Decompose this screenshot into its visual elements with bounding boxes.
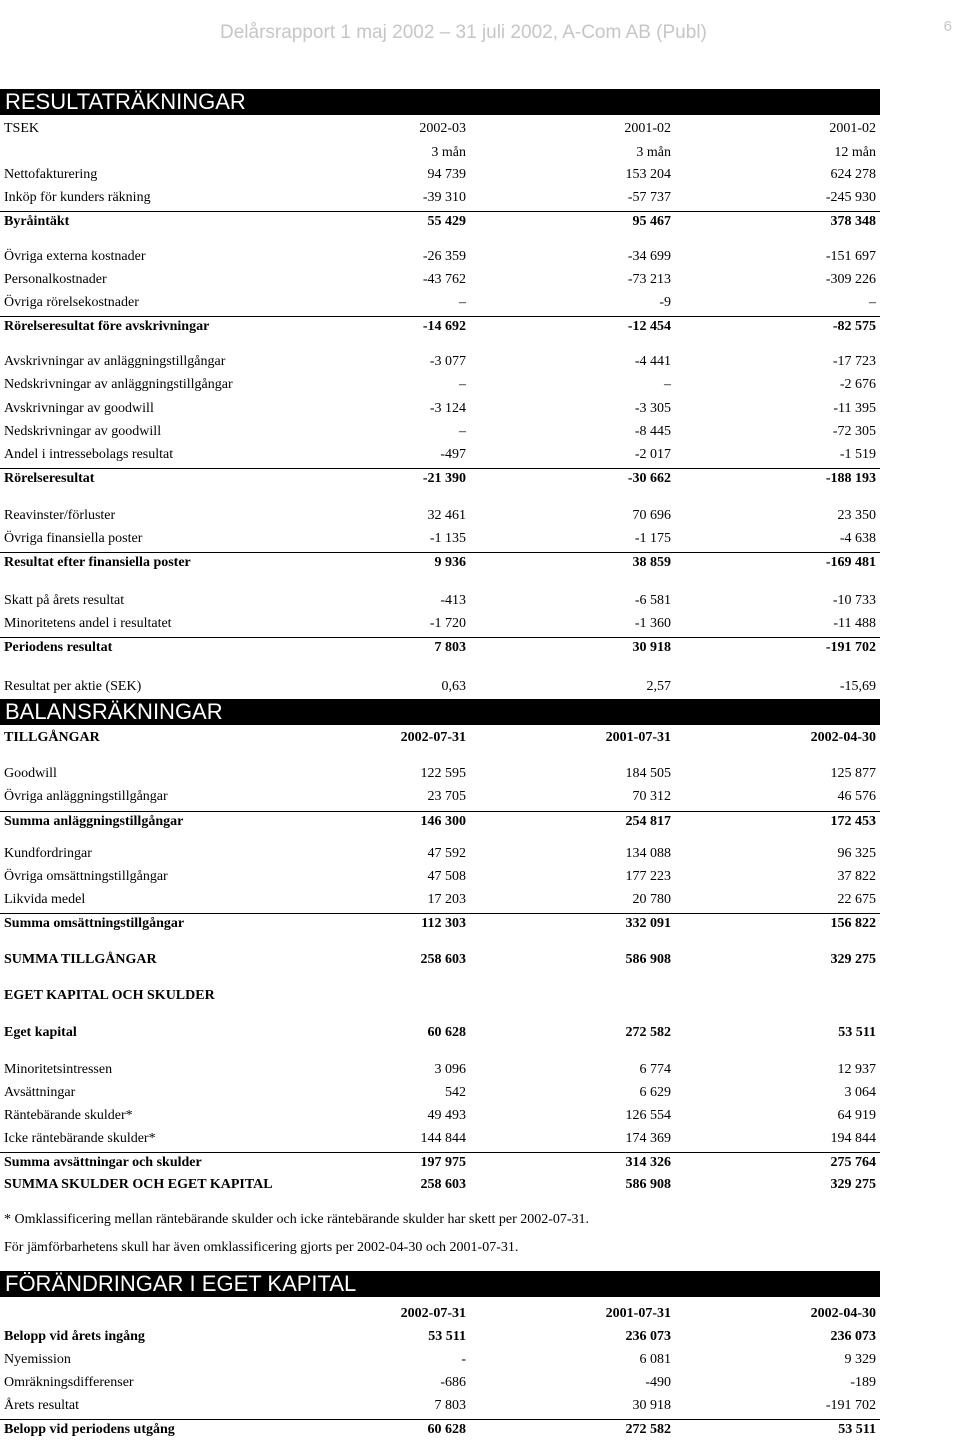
value-col-3: -188 193 (825, 471, 876, 486)
value-col-3: -17 723 (832, 354, 876, 369)
income-row (0, 445, 880, 465)
row-label: Årets resultat (4, 1398, 80, 1413)
row-label: Rörelseresultat (4, 471, 95, 486)
value-col-1: 23 705 (427, 789, 466, 804)
balance-row (0, 950, 880, 970)
row-label: Inköp för kunders räkning (4, 190, 151, 205)
income-row (0, 165, 880, 185)
income-row (0, 506, 880, 526)
row-label: Summa avsättningar och skulder (4, 1155, 202, 1170)
balance-row (0, 844, 880, 864)
value-col-2: 6 081 (639, 1352, 671, 1367)
value-col-1: -39 310 (422, 190, 466, 205)
income-row (0, 352, 880, 372)
value-col-1: -413 (440, 593, 466, 608)
income-row (0, 591, 880, 611)
value-col-1: – (459, 424, 466, 439)
balance-row (0, 1106, 880, 1126)
value-col-2: 184 505 (625, 766, 671, 781)
value-col-1: 144 844 (420, 1131, 466, 1146)
value-col-2: -34 699 (627, 249, 671, 264)
value-col-2: 586 908 (625, 952, 671, 967)
value-col-2: 6 774 (639, 1062, 671, 1077)
comparability-note: För jämförbarhetens skull har även omklassificering gjorts per 2002-04-30 och 2001-07-31. (4, 1240, 519, 1255)
income-row (0, 270, 880, 290)
balance-row (0, 1060, 880, 1080)
value-col-3: -309 226 (825, 272, 876, 287)
equity-changes-title: FÖRÄNDRINGAR I EGET KAPITAL (0, 1271, 880, 1297)
value-col-1: 542 (445, 1085, 466, 1100)
value-col-2: -2 017 (634, 447, 671, 462)
income-row (0, 211, 880, 232)
row-label: Omräkningsdifferenser (4, 1375, 134, 1390)
value-col-1: - (461, 1352, 466, 1367)
value-col-3: 624 278 (830, 167, 876, 182)
value-col-2: 95 467 (632, 214, 671, 229)
value-col-2: 6 629 (639, 1085, 671, 1100)
value-col-2: 2001-07-31 (605, 1306, 671, 1321)
value-col-1: 0,63 (441, 679, 466, 694)
income-row (0, 637, 880, 658)
row-label: Räntebärande skulder* (4, 1108, 133, 1123)
balance-row (0, 787, 880, 807)
value-col-2: 272 582 (625, 1025, 671, 1040)
value-col-2: 134 088 (625, 846, 671, 861)
value-col-3: -15,69 (839, 679, 876, 694)
value-col-3: 378 348 (830, 214, 876, 229)
balance-row (0, 1023, 880, 1043)
value-col-1: 146 300 (420, 814, 466, 829)
value-col-2: -6 581 (634, 593, 671, 608)
value-col-3: -151 697 (825, 249, 876, 264)
value-col-3: 22 675 (837, 892, 876, 907)
income-row (0, 375, 880, 395)
equity-row (0, 1373, 880, 1393)
value-col-3: 275 764 (830, 1155, 876, 1170)
value-col-3: 329 275 (830, 1177, 876, 1192)
income-row (0, 552, 880, 573)
value-col-3: -191 702 (825, 1398, 876, 1413)
row-label: Övriga finansiella poster (4, 531, 143, 546)
value-col-2: -8 445 (634, 424, 671, 439)
value-col-3: 12 937 (837, 1062, 876, 1077)
page-header (0, 18, 960, 48)
value-col-1: 17 203 (427, 892, 466, 907)
value-col-1: 7 803 (434, 1398, 466, 1413)
row-label: Andel i intressebolags resultat (4, 447, 174, 462)
value-col-3: -191 702 (825, 640, 876, 655)
equity-row (0, 1396, 880, 1416)
value-col-2: 586 908 (625, 1177, 671, 1192)
value-col-1: -1 135 (429, 531, 466, 546)
value-col-2: -73 213 (627, 272, 671, 287)
income-row (0, 316, 880, 337)
row-label: Periodens resultat (4, 640, 113, 655)
value-col-3: 53 511 (838, 1025, 876, 1040)
income-row (0, 614, 880, 634)
balance-row (0, 986, 880, 1006)
value-col-3: 172 453 (830, 814, 876, 829)
value-col-2: -9 (659, 295, 671, 310)
row-label: Reavinster/förluster (4, 508, 116, 523)
value-col-1: -1 720 (429, 616, 466, 631)
value-col-3: 2002-04-30 (810, 1306, 876, 1321)
value-col-3: -82 575 (832, 319, 876, 334)
value-col-1: 2002-03 (419, 121, 466, 136)
value-col-1: -686 (440, 1375, 466, 1390)
value-col-2: 332 091 (625, 916, 671, 931)
value-col-3: 23 350 (837, 508, 876, 523)
row-label: Övriga omsättningstillgångar (4, 869, 168, 884)
row-label: TILLGÅNGAR (4, 730, 100, 745)
value-col-1: 2002-07-31 (400, 730, 466, 745)
row-label: Kundfordringar (4, 846, 92, 861)
value-col-1: -26 359 (422, 249, 466, 264)
row-label: EGET KAPITAL OCH SKULDER (4, 988, 215, 1003)
value-col-3: -4 638 (839, 531, 876, 546)
row-label: Nedskrivningar av goodwill (4, 424, 162, 439)
row-label: Övriga anläggningstillgångar (4, 789, 168, 804)
row-label: Nettofakturering (4, 167, 98, 182)
balance-row (0, 728, 880, 748)
row-label: Summa anläggningstillgångar (4, 814, 184, 829)
balance-row (0, 867, 880, 887)
row-label: Nedskrivningar av anläggningstillgångar (4, 377, 233, 392)
value-col-2: 174 369 (625, 1131, 671, 1146)
value-col-3: – (869, 295, 876, 310)
value-col-2: 30 918 (632, 1398, 671, 1413)
balance-row (0, 1083, 880, 1103)
row-label: Skatt på årets resultat (4, 593, 125, 608)
income-row (0, 399, 880, 419)
value-col-2: 2,57 (646, 679, 671, 694)
value-col-3: 64 919 (837, 1108, 876, 1123)
value-col-1: 60 628 (427, 1025, 466, 1040)
balance-row (0, 764, 880, 784)
value-col-1: -14 692 (422, 319, 466, 334)
value-col-1: 112 303 (421, 916, 466, 931)
value-col-2: -1 175 (634, 531, 671, 546)
value-col-1: -3 124 (429, 401, 466, 416)
value-col-3: 2001-02 (829, 121, 876, 136)
row-label: Belopp vid årets ingång (4, 1329, 145, 1344)
income-statement-title: RESULTATRÄKNINGAR (0, 89, 880, 115)
value-col-3: -2 676 (839, 377, 876, 392)
value-col-1: 258 603 (420, 1177, 466, 1192)
value-col-2: -12 454 (627, 319, 671, 334)
row-label: Övriga rörelsekostnader (4, 295, 139, 310)
value-col-2: 20 780 (632, 892, 671, 907)
value-col-1: 197 975 (420, 1155, 466, 1170)
equity-row (0, 1350, 880, 1370)
row-label: Eget kapital (4, 1025, 77, 1040)
value-col-2: 70 312 (632, 789, 671, 804)
row-label: TSEK (4, 121, 39, 136)
value-col-2: -490 (645, 1375, 671, 1390)
balance-sheet-title: BALANSRÄKNINGAR (0, 699, 880, 725)
value-col-1: 3 mån (431, 145, 466, 160)
value-col-1: -497 (440, 447, 466, 462)
value-col-2: 2001-07-31 (605, 730, 671, 745)
balance-row (0, 1152, 880, 1173)
value-col-3: 125 877 (830, 766, 876, 781)
income-row (0, 247, 880, 267)
value-col-2: 3 mån (636, 145, 671, 160)
balance-row (0, 1175, 880, 1195)
income-row (0, 529, 880, 549)
value-col-2: 70 696 (632, 508, 671, 523)
value-col-1: 94 739 (427, 167, 466, 182)
row-label: Icke räntebärande skulder* (4, 1131, 156, 1146)
value-col-3: -1 519 (839, 447, 876, 462)
income-row (0, 188, 880, 208)
report-header-title: Delårsrapport 1 maj 2002 – 31 juli 2002, A-Com AB (Publ) (220, 22, 707, 43)
page-number: 6 (943, 18, 952, 35)
value-col-2: 30 918 (632, 640, 671, 655)
value-col-1: 2002-07-31 (400, 1306, 466, 1321)
value-col-1: 49 493 (427, 1108, 466, 1123)
balance-row (0, 913, 880, 934)
value-col-3: 3 064 (844, 1085, 876, 1100)
row-label: Resultat efter finansiella poster (4, 555, 191, 570)
row-label: Nyemission (4, 1352, 71, 1367)
row-label: SUMMA SKULDER OCH EGET KAPITAL (4, 1177, 273, 1192)
value-col-1: -43 762 (422, 272, 466, 287)
income-row (0, 677, 880, 697)
balance-row (0, 1129, 880, 1149)
balance-row (0, 811, 880, 832)
value-col-1: 9 936 (434, 555, 466, 570)
value-col-2: -30 662 (627, 471, 671, 486)
value-col-3: 194 844 (830, 1131, 876, 1146)
value-col-1: 55 429 (427, 214, 466, 229)
value-col-2: -57 737 (627, 190, 671, 205)
value-col-1: -3 077 (429, 354, 466, 369)
value-col-2: -4 441 (634, 354, 671, 369)
value-col-3: 12 mån (834, 145, 876, 160)
value-col-1: – (459, 295, 466, 310)
value-col-2: 272 582 (625, 1422, 671, 1437)
value-col-3: -72 305 (832, 424, 876, 439)
row-label: Minoritetens andel i resultatet (4, 616, 172, 631)
value-col-3: 236 073 (830, 1329, 876, 1344)
value-col-1: 122 595 (420, 766, 466, 781)
value-col-3: -189 (850, 1375, 876, 1390)
value-col-3: 9 329 (844, 1352, 876, 1367)
value-col-2: -1 360 (634, 616, 671, 631)
value-col-1: 60 628 (427, 1422, 466, 1437)
value-col-3: 53 511 (838, 1422, 876, 1437)
value-col-2: 38 859 (632, 555, 671, 570)
value-col-3: 46 576 (837, 789, 876, 804)
value-col-1: – (459, 377, 466, 392)
income-row (0, 468, 880, 489)
value-col-1: 47 592 (427, 846, 466, 861)
value-col-2: 236 073 (625, 1329, 671, 1344)
value-col-3: -11 395 (833, 401, 876, 416)
value-col-3: 96 325 (837, 846, 876, 861)
row-label: Summa omsättningstillgångar (4, 916, 185, 931)
value-col-3: 329 275 (830, 952, 876, 967)
value-col-2: 126 554 (625, 1108, 671, 1123)
row-label: Avskrivningar av anläggningstillgångar (4, 354, 226, 369)
value-col-3: -11 488 (833, 616, 876, 631)
value-col-1: 47 508 (427, 869, 466, 884)
value-col-2: 254 817 (625, 814, 671, 829)
value-col-3: -10 733 (832, 593, 876, 608)
row-label: Byråintäkt (4, 214, 70, 229)
value-col-2: 2001-02 (624, 121, 671, 136)
reclassification-note: * Omklassificering mellan räntebärande skulder och icke räntebärande skulder har skett per 2002-07-31. (4, 1212, 590, 1227)
row-label: Resultat per aktie (SEK) (4, 679, 142, 694)
balance-row (0, 890, 880, 910)
value-col-1: 7 803 (434, 640, 466, 655)
value-col-1: 53 511 (428, 1329, 466, 1344)
value-col-1: 3 096 (434, 1062, 466, 1077)
income-row (0, 422, 880, 442)
value-col-3: -169 481 (825, 555, 876, 570)
value-col-2: -3 305 (634, 401, 671, 416)
row-label: Avskrivningar av goodwill (4, 401, 154, 416)
value-col-2: – (664, 377, 671, 392)
row-label: Goodwill (4, 766, 57, 781)
value-col-3: -245 930 (825, 190, 876, 205)
value-col-3: 156 822 (830, 916, 876, 931)
equity-row (0, 1327, 880, 1347)
value-col-1: -21 390 (422, 471, 466, 486)
value-col-1: 32 461 (427, 508, 466, 523)
row-label: Minoritetsintressen (4, 1062, 113, 1077)
row-label: Likvida medel (4, 892, 86, 907)
value-col-3: 2002-04-30 (810, 730, 876, 745)
row-label: Övriga externa kostnader (4, 249, 146, 264)
value-col-2: 153 204 (625, 167, 671, 182)
income-row (0, 143, 880, 163)
value-col-2: 177 223 (625, 869, 671, 884)
row-label: Avsättningar (4, 1085, 76, 1100)
equity-row (0, 1419, 880, 1440)
value-col-2: 314 326 (625, 1155, 671, 1170)
equity-row (0, 1304, 880, 1324)
income-row (0, 119, 880, 139)
income-row (0, 293, 880, 313)
value-col-3: 37 822 (837, 869, 876, 884)
row-label: SUMMA TILLGÅNGAR (4, 952, 157, 967)
value-col-1: 258 603 (420, 952, 466, 967)
row-label: Rörelseresultat före avskrivningar (4, 319, 210, 334)
row-label: Belopp vid periodens utgång (4, 1422, 175, 1437)
row-label: Personalkostnader (4, 272, 107, 287)
